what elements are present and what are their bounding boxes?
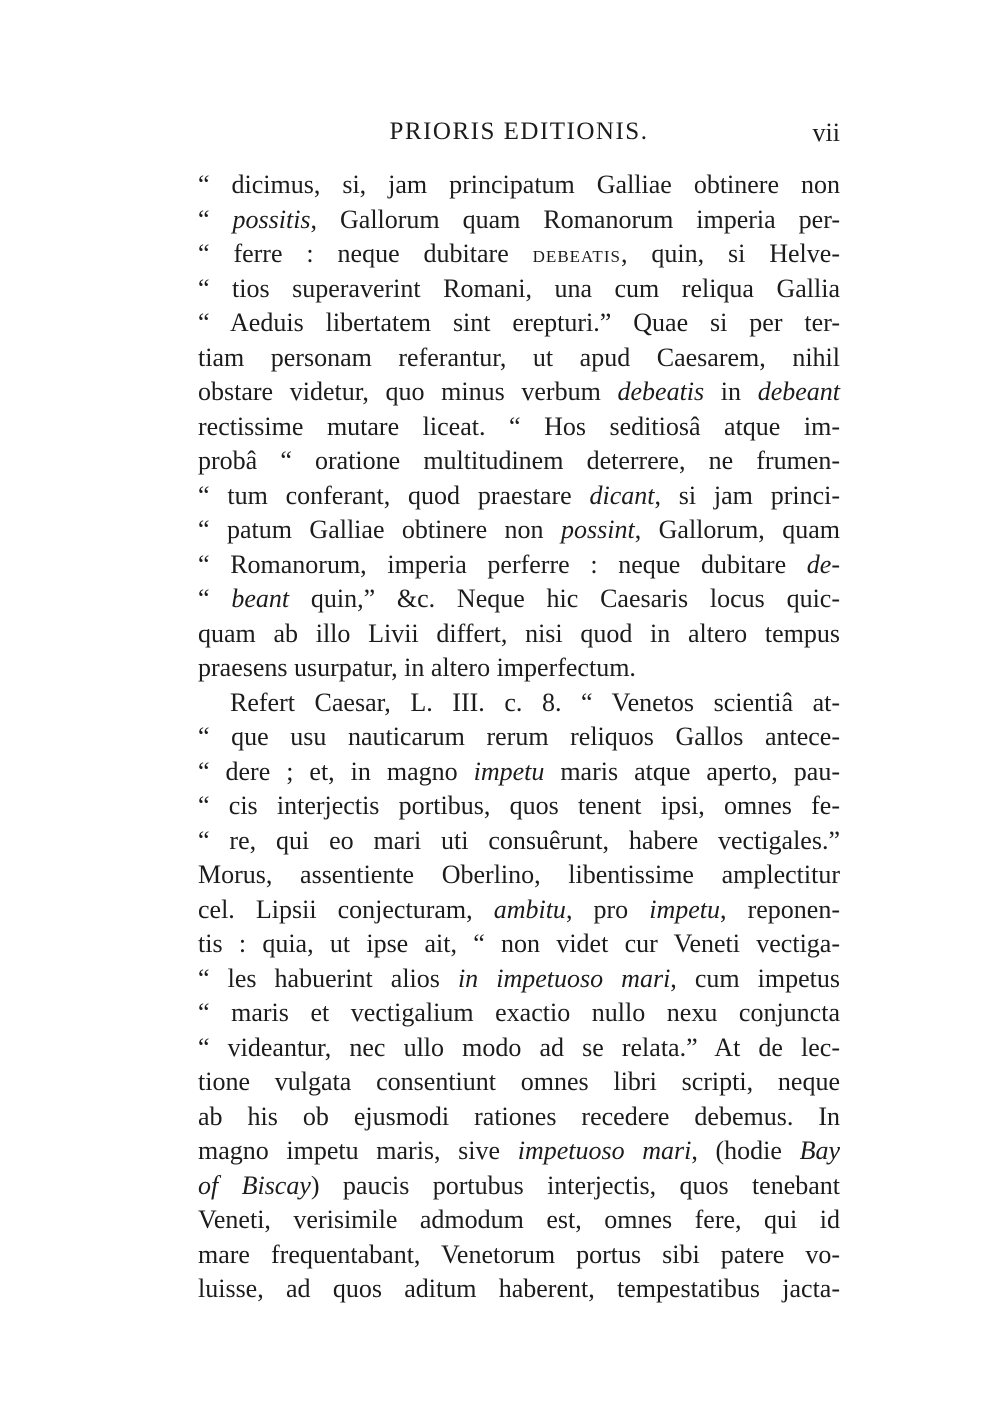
italic-text: ambitu	[493, 894, 566, 924]
text-run: Refert Caesar, L. III. c. 8. “ Venetos scientiâ at-	[230, 687, 840, 717]
italic-text: possint	[561, 515, 635, 544]
text-line	[198, 789, 840, 824]
text-run: mare frequentabant, Venetorum portus sibi patere vo-	[198, 1239, 840, 1269]
small-caps-text: debeatis	[532, 242, 621, 268]
text-line	[198, 306, 840, 341]
italic-text: debeant	[757, 377, 840, 406]
italic-text: in impetuoso mari	[457, 963, 671, 993]
text-run: “	[198, 204, 233, 234]
text-run: , Gallorum, quam	[634, 515, 841, 544]
running-head	[198, 112, 840, 152]
text-line	[198, 168, 840, 203]
running-title: PRIORIS EDITIONIS.	[389, 118, 649, 145]
text-run: “ dicimus, si, jam principatum Galliae obtinere non	[198, 170, 840, 199]
text-run: , si jam princi-	[654, 480, 840, 510]
text-run: Morus, assentiente Oberlino, libentissime amplectitur	[198, 860, 840, 889]
text-line	[198, 513, 840, 548]
text-run: “ tios superaverint Romani, una cum reliqua Gallia	[198, 273, 840, 303]
text-line	[198, 1065, 840, 1100]
text-line	[198, 1031, 840, 1066]
text-run: “	[198, 584, 232, 613]
page-number: vii	[812, 118, 840, 147]
text-run: probâ “ oratione multitudinem deterrere, ne frumen-	[198, 446, 840, 475]
text-line	[198, 237, 840, 272]
text-run: “ les habuerint alios	[198, 963, 458, 993]
text-line	[198, 444, 840, 479]
text-run: “ patum Galliae obtinere non	[198, 515, 562, 544]
text-run: “ que usu nauticarum rerum reliquos Gallos antece-	[198, 722, 840, 751]
italic-text: dicant	[589, 480, 655, 510]
text-run: , (hodie	[691, 1136, 800, 1165]
text-line	[198, 651, 840, 686]
text-run: , Gallorum quam Romanorum imperia per-	[310, 204, 840, 234]
italic-text: of Biscay	[198, 1170, 311, 1200]
text-run: , pro	[565, 894, 650, 924]
text-line	[198, 479, 840, 514]
italic-text: debeatis	[617, 377, 705, 406]
text-line	[198, 1203, 840, 1238]
text-run: , quin, si Helve-	[620, 239, 840, 268]
italic-text: impetu	[473, 756, 545, 786]
text-line	[198, 582, 840, 617]
text-line	[198, 548, 840, 583]
text-line	[198, 410, 840, 445]
text-line	[198, 272, 840, 307]
text-line	[198, 720, 840, 755]
text-run: “ re, qui eo mari uti consuêrunt, habere vectigales.”	[198, 825, 840, 855]
text-run: “ videantur, nec ullo modo ad se relata.” At de lec-	[198, 1032, 840, 1062]
text-run: tis : quia, ut ipse ait, “ non videt cur Veneti vectiga-	[198, 929, 840, 958]
text-run: in	[704, 377, 758, 406]
text-line	[198, 375, 840, 410]
text-run: maris atque aperto, pau-	[544, 756, 840, 786]
text-run: Veneti, verisimile admodum est, omnes fere, qui id	[198, 1205, 840, 1234]
text-run: quam ab illo Livii differt, nisi quod in altero tempus	[198, 618, 840, 648]
text-line	[198, 996, 840, 1031]
text-line	[198, 893, 840, 928]
text-line	[198, 1100, 840, 1135]
text-run: “ Romanorum, imperia perferre : neque dubitare	[198, 549, 807, 579]
text-run: “ maris et vectigalium exactio nullo nexu conjuncta	[198, 998, 840, 1027]
body-text	[198, 168, 840, 1307]
text-line	[198, 927, 840, 962]
text-line	[198, 617, 840, 652]
text-run: obstare videtur, quo minus verbum	[198, 377, 618, 406]
italic-text: impetuoso mari	[517, 1136, 692, 1165]
text-run: ) paucis portubus interjectis, quos tenebant	[310, 1170, 841, 1200]
text-run: ab his ob ejusmodi rationes recedere debemus. In	[198, 1101, 840, 1131]
text-run: “ ferre : neque dubitare	[198, 239, 533, 268]
text-line	[198, 1272, 840, 1307]
text-line	[198, 1169, 840, 1204]
text-run: “ tum conferant, quod praestare	[198, 480, 590, 510]
text-run: “ Aeduis libertatem sint erepturi.” Quae si per ter-	[198, 308, 840, 337]
text-line	[198, 962, 840, 997]
text-run: magno impetu maris, sive	[198, 1136, 518, 1165]
text-line	[198, 1134, 840, 1169]
text-line	[198, 341, 840, 376]
italic-text: beant	[231, 584, 290, 613]
text-line	[198, 824, 840, 859]
text-run: luisse, ad quos aditum haberent, tempestatibus jacta-	[198, 1274, 840, 1303]
text-run: cel. Lipsii conjecturam,	[198, 894, 494, 924]
text-run: praesens usurpatur, in altero imperfectum.	[198, 653, 636, 682]
text-run: , cum impetus	[670, 963, 841, 993]
text-line	[198, 1238, 840, 1273]
text-run: , reponen-	[720, 894, 840, 924]
italic-text: impetu	[649, 894, 721, 924]
text-run: “ dere ; et, in magno	[198, 756, 474, 786]
italic-text: de-	[806, 549, 840, 579]
italic-text: possitis	[232, 204, 311, 234]
text-run: tione vulgata consentiunt omnes libri scripti, neque	[198, 1067, 840, 1096]
italic-text: Bay	[799, 1136, 841, 1165]
text-line	[198, 203, 840, 238]
text-run: “ cis interjectis portibus, quos tenent ipsi, omnes fe-	[198, 791, 840, 820]
text-line	[198, 755, 840, 790]
text-line	[198, 686, 840, 721]
text-line	[198, 858, 840, 893]
text-run: rectissime mutare liceat. “ Hos seditiosâ atque im-	[198, 411, 840, 441]
text-run: quin,” &c. Neque hic Caesaris locus quic-	[289, 584, 840, 613]
text-run: tiam personam referantur, ut apud Caesarem, nihil	[198, 342, 840, 372]
